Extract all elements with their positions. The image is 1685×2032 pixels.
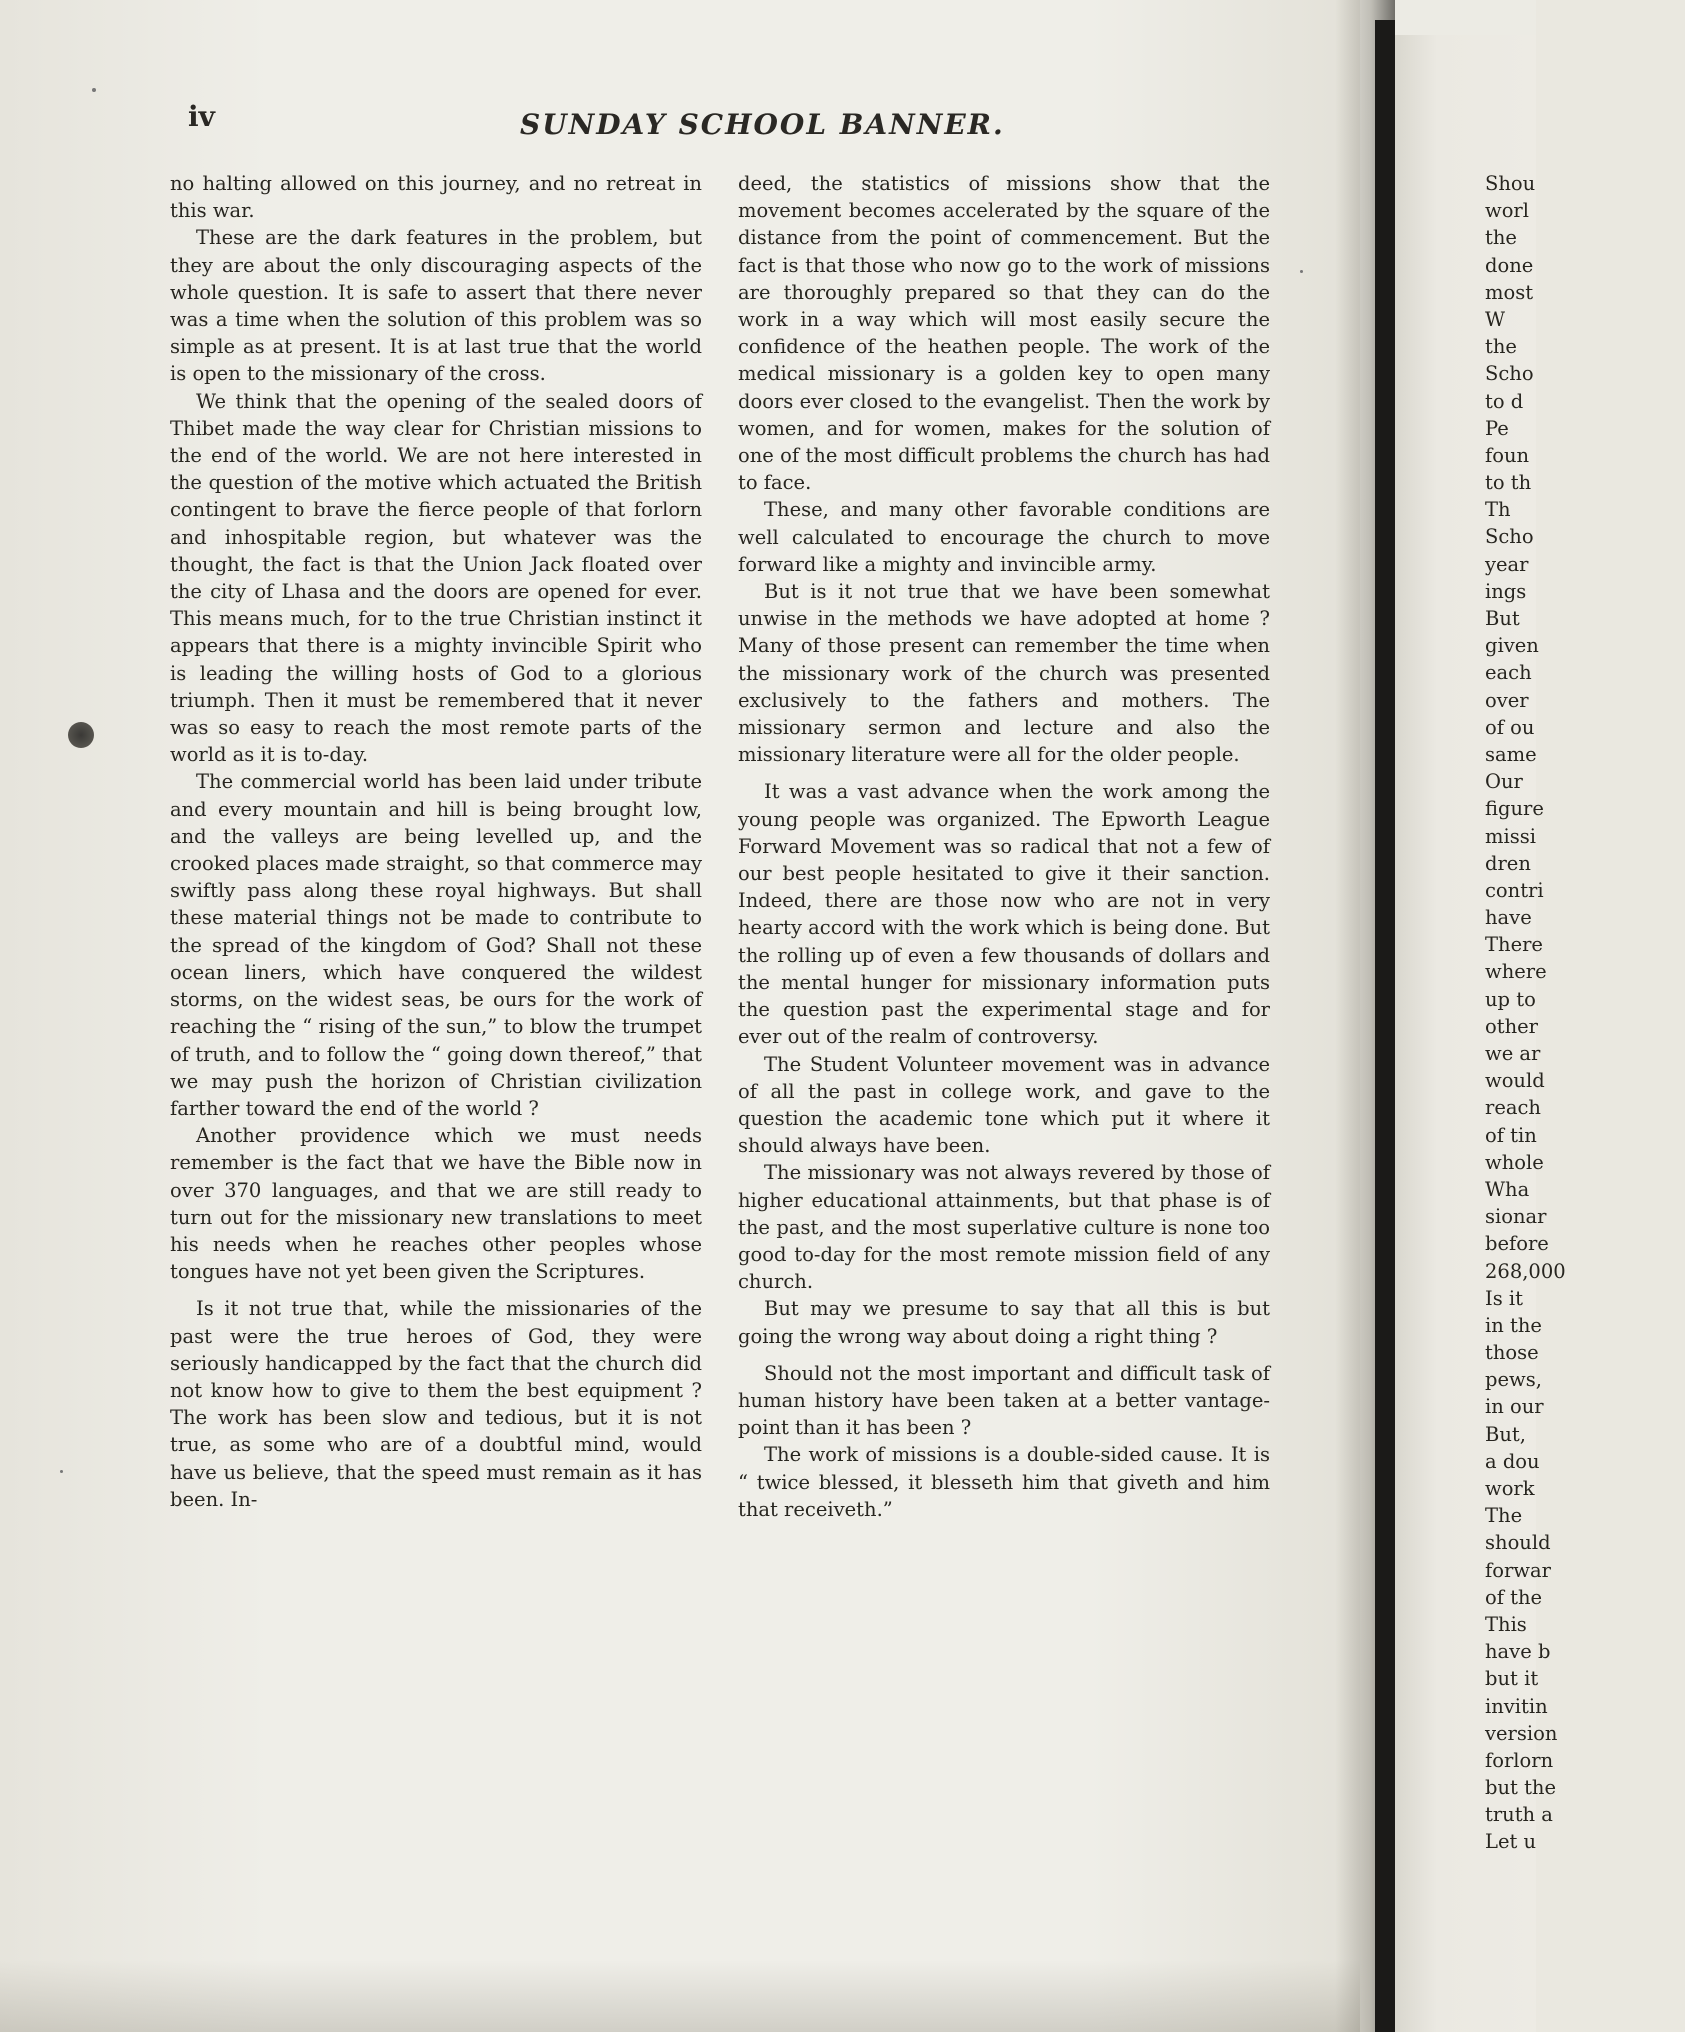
cropped-line-fragment: in our [1485,1395,1544,1419]
cropped-line-fragment: worl [1485,199,1529,223]
paragraph: Another providence which we must needs remember is the fact that we have the Bible now in over 370 languages, and that we are still ready to turn out for the missionary new translations to meet his needs when he reaches other peoples whose tongues have not yet been given the Scriptures. [170,1124,702,1284]
paragraph: The missionary was not always revered by those of higher educational attainments, but that phase is of the past, and the most superlative culture is none too good to-day for the most remote mission field of any church. [738,1161,1270,1294]
cropped-line-fragment: ings [1485,579,1527,603]
cropped-line-fragment: Is it [1485,1286,1523,1310]
cropped-line-fragment: Scho [1485,525,1534,549]
cropped-line-fragment: most [1485,280,1534,304]
cropped-line-fragment: contri [1485,878,1544,902]
cropped-line-fragment: dren [1485,851,1531,875]
paragraph: The commercial world has been laid under tribute and every mountain and hill is being brought low, and the valleys are being levelled up, and the crooked places made straight, so that commerce may swiftly pass along these royal highways. But shall these material things not be made to contribute to the spread of the kingdom of God? Shall not these ocean liners, which have conquered the wildest storms, on the widest seas, be ours for the work of reaching the “ rising of the sun,” to blow the trumpet of truth, and to follow the “ going down thereof,” that we may push the horizon of Christian civilization farther toward the end of the world ? [170,770,702,1120]
running-head: SUNDAY SCHOOL BANNER. [520,108,1005,141]
text-column-right-cropped [1485,170,1685,1950]
paragraph: no halting allowed on this journey, and no retreat in this war. [170,172,702,223]
cropped-line-fragment: forwar [1485,1558,1551,1582]
paragraph: We think that the opening of the sealed doors of Thibet made the way clear for Christian missions to the end of the world. We are not here interested in the question of the motive which actuated the British contingent to brave the fierce people of that forlorn and inhospitable region, but whatever was the thought, the fact is that the Union Jack floated over the city of Lhasa and the doors are opened for ever. This means much, for to the true Christian instinct it appears that there is a mighty invincible Spirit who is leading the willing hosts of God to a glorious triumph. Then it must be remembered that it never was so easy to reach the most remote parts of the world as it is to-day. [170,389,702,767]
cropped-line-fragment: of tin [1485,1123,1537,1147]
cropped-line-fragment: the [1485,226,1517,250]
cropped-line-fragment: missi [1485,824,1536,848]
cropped-line-fragment: 268,000 [1485,1259,1566,1283]
cropped-line-fragment: to th [1485,471,1532,495]
cropped-line-fragment: This [1485,1612,1527,1636]
cropped-line-fragment: foun [1485,443,1530,467]
paragraph: deed, the statistics of missions show that the movement becomes accelerated by the square of the distance from the point of commencement. But the fact is that those who now go to the work of missions are thoroughly prepared so that they can do the work in a way which will most easily secure the confidence of the heathen people. The work of the medical missionary is a golden key to open many doors ever closed to the evangelist. Then the work by women, and for women, makes for the solution of one of the most difficult problems the church has had to face. [738,172,1270,495]
cropped-line-fragment: forlorn [1485,1748,1554,1772]
cropped-line-fragment: There [1485,933,1543,957]
cropped-line-fragment: of ou [1485,715,1535,739]
cropped-line-fragment: But, [1485,1422,1526,1446]
cropped-line-fragment: version [1485,1721,1558,1745]
paper-speck [60,1470,63,1473]
paragraph: Should not the most important and difficult task of human history have been taken at a better vantage-point than it has been ? [738,1361,1270,1440]
cropped-line-fragment: Pe [1485,416,1509,440]
cropped-line-fragment: year [1485,552,1529,576]
cropped-line-fragment: should [1485,1531,1551,1555]
cropped-line-fragment: Scho [1485,362,1534,386]
cropped-line-fragment: work [1485,1477,1535,1500]
cropped-line-fragment: pews, [1485,1368,1542,1392]
cropped-line-fragment: W [1485,307,1506,331]
cropped-line-fragment: other [1485,1014,1538,1038]
cropped-line-fragment: those [1485,1341,1539,1365]
cropped-line-fragment: but it [1485,1667,1539,1691]
cropped-line-fragment: of the [1485,1585,1543,1609]
cropped-line-fragment: whole [1485,1150,1544,1174]
cropped-line-fragment: up to [1485,987,1536,1011]
cropped-line-fragment: sionar [1485,1205,1547,1229]
page-number: iv [188,100,215,133]
paragraph: It was a vast advance when the work among the young people was organized. The Epworth League Forward Movement was so radical that not a few of our best people hesitated to give it their sanction. Indeed, there are those now who are not in very hearty accord with the work which is being done. But the rolling up of even a few thousands of dollars and the mental hunger for missionary information puts the question past the experimental stage and for ever out of the realm of controversy. [738,780,1270,1049]
cropped-line-fragment: in the [1485,1313,1542,1337]
cropped-line-fragment: but the [1485,1776,1557,1800]
cropped-line-fragment: the [1485,335,1517,359]
cropped-line-fragment: a dou [1485,1449,1540,1473]
book-gutter [1375,20,1395,2032]
paragraph: These are the dark features in the problem, but they are about the only discouraging aspects of the whole question. It is safe to assert that there never was a time when the solution of this problem was so simple as at present. It is at last true that the world is open to the missionary of the cross. [170,226,702,386]
cropped-line-fragment: The [1485,1504,1523,1528]
cropped-line-fragment: before [1485,1232,1549,1256]
cropped-line-fragment: Shou [1485,172,1536,195]
text-column-middle [738,170,1270,1960]
cropped-line-fragment: But [1485,607,1520,630]
cropped-line-fragment: Our [1485,770,1523,794]
cropped-line-fragment: given [1485,634,1539,658]
page-bottom-shading [0,1960,1360,2032]
cropped-line-fragment: would [1485,1069,1545,1093]
cropped-line-fragment: Wha [1485,1177,1530,1201]
paragraph: The Student Volunteer movement was in advance of all the past in college work, and gave to the question the academic tone which put it where it should always have been. [738,1052,1270,1158]
cropped-line-fragment: invitin [1485,1694,1548,1718]
cropped-line-fragment: Th [1485,498,1511,522]
cropped-line-fragment: over [1485,688,1529,712]
paper-speck [1300,270,1303,273]
cropped-line-fragment: truth a [1485,1803,1553,1827]
cropped-line-fragment: to d [1485,389,1524,413]
cropped-line-fragment: done [1485,253,1534,277]
paragraph: But may we presume to say that all this is but going the wrong way about doing a right thing ? [738,1297,1270,1348]
text-column-left [170,170,702,1960]
cropped-line-fragment: each [1485,661,1532,685]
cropped-line-fragment: same [1485,742,1537,766]
cropped-line-fragment: where [1485,960,1547,984]
paragraph: The work of missions is a double-sided cause. It is “ twice blessed, it blesseth him that giveth and him that receiveth.” [738,1443,1270,1521]
binding-hole-mark [68,722,94,748]
cropped-line-fragment: reach [1485,1096,1541,1120]
cropped-line-fragment: have [1485,906,1532,930]
paragraph: But is it not true that we have been somewhat unwise in the methods we have adopted at home ? Many of those present can remember the time when the missionary work of the church was presented exclusively to the fathers and mothers. The missionary sermon and lecture and also the missionary literature were all for the older people. [738,580,1270,767]
paper-speck [92,88,96,92]
cropped-line-fragment: figure [1485,797,1544,821]
paragraph: These, and many other favorable conditions are well calculated to encourage the church to move forward like a mighty and invincible army. [738,498,1270,576]
cropped-line-fragment: have b [1485,1640,1551,1664]
cropped-line-fragment: we ar [1485,1042,1541,1065]
cropped-line-fragment: Let u [1485,1830,1537,1854]
paragraph: Is it not true that, while the missionaries of the past were the true heroes of God, they were seriously handicapped by the fact that the church did not know how to give to them the best equipment ? The work has been slow and tedious, but it is not true, as some who are of a doubtful mind, would have us believe, that the speed must remain as it has been. In- [170,1297,702,1511]
